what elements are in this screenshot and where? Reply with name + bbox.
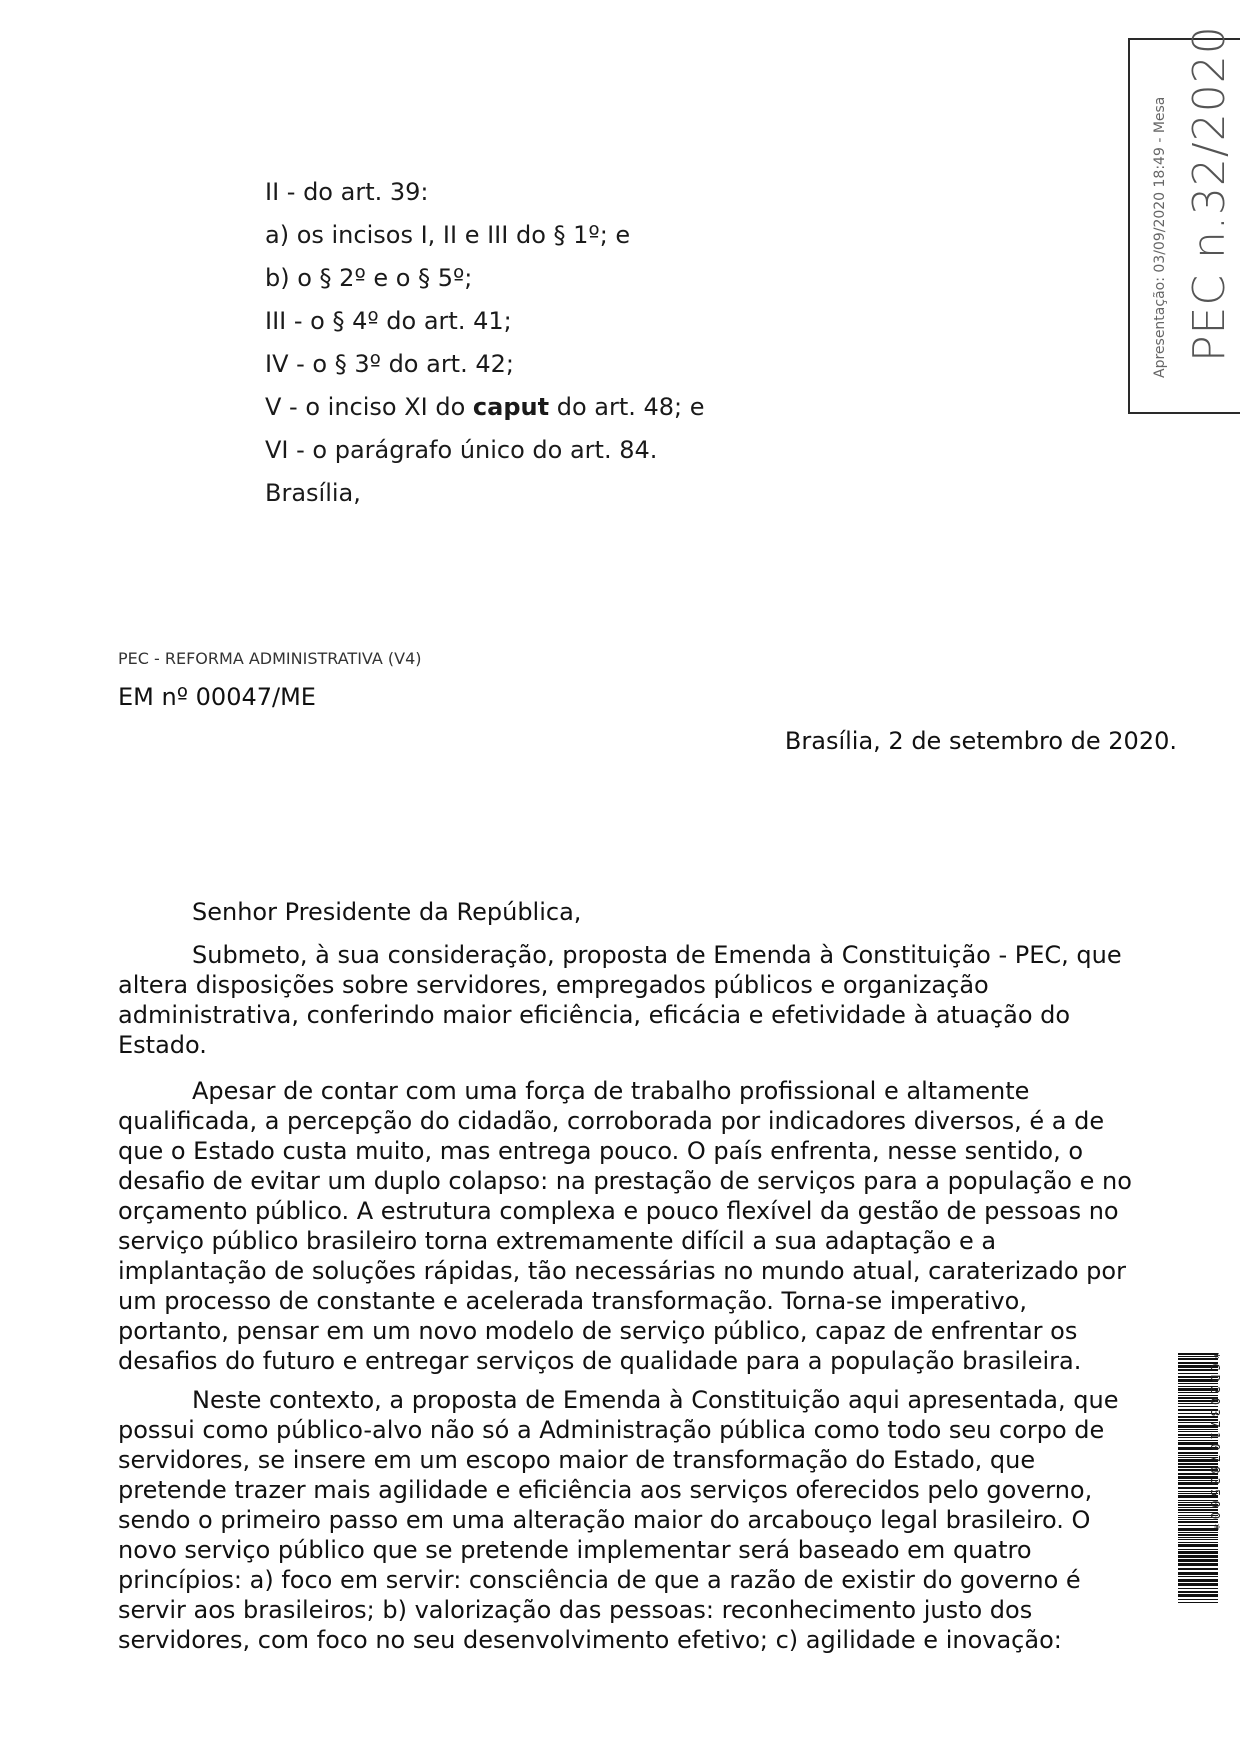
paragraph-line: que o Estado custa muito, mas entrega pouco. O país enfrenta, nesse sentido, o: [118, 1137, 1084, 1165]
paragraph-line: sendo o primeiro passo em uma alteração maior do arcabouço legal brasileiro. O: [118, 1506, 1091, 1534]
list-line-v-bold: caput: [472, 393, 550, 421]
barcode-bar: [1178, 1583, 1218, 1586]
paragraph-line: desafios do futuro e entregar serviços de qualidade para a população brasileira.: [118, 1347, 1082, 1375]
barcode-bar: [1178, 1559, 1218, 1562]
paragraph-line: portanto, pensar em um novo modelo de serviço público, capaz de enfrentar os: [118, 1317, 1078, 1345]
barcode-bar: [1178, 1537, 1218, 1538]
barcode-bar: [1178, 1576, 1218, 1577]
paragraph-line: possui como público-alvo não só a Administração pública como todo seu corpo de: [118, 1416, 1105, 1444]
paragraph-line: pretende trazer mais agilidade e eficiência aos serviços oferecidos pelo governo,: [118, 1476, 1093, 1504]
salutation-text: Senhor Presidente da República,: [192, 898, 582, 926]
list-line-vi: VI - o parágrafo único do art. 84.: [265, 436, 658, 464]
paragraph-line: Estado.: [118, 1031, 207, 1059]
paragraph-line: Submeto, à sua consideração, proposta de Emenda à Constituição - PEC, que: [192, 941, 1122, 969]
barcode-bar: [1178, 1591, 1218, 1593]
barcode-bar: [1178, 1594, 1218, 1597]
document-header: PEC - REFORMA ADMINISTRATIVA (V4): [118, 649, 422, 668]
barcode-text: *CD203710783500*: [1208, 1352, 1222, 1535]
list-line-iv: IV - o § 3º do art. 42;: [265, 350, 514, 378]
barcode-bar: [1178, 1599, 1218, 1600]
paragraph-line: servir aos brasileiros; b) valorização das pessoas: reconhecimento justo dos: [118, 1596, 1033, 1624]
paragraph-line: altera disposições sobre servidores, empregados públicos e organização: [118, 971, 989, 999]
barcode-bar: [1178, 1563, 1218, 1566]
list-line-v-suffix: do art. 48; e: [549, 393, 705, 421]
paragraph-line: princípios: a) foco em servir: consciência de que a razão de existir do governo é: [118, 1566, 1081, 1594]
barcode-bar: [1178, 1549, 1218, 1550]
list-line-a: a) os incisos I, II e III do § 1º; e: [265, 221, 631, 249]
paragraph-line: Apesar de contar com uma força de trabalho profissional e altamente: [192, 1077, 1030, 1105]
barcode-bar: [1178, 1602, 1218, 1603]
document-date: Brasília, 2 de setembro de 2020.: [784, 727, 1177, 755]
presentation-stamp: Apresentação: 03/09/2020 18:49 - Mesa: [1152, 96, 1168, 378]
paragraph-line: qualificada, a percepção do cidadão, corroborada por indicadores diversos, é a de: [118, 1107, 1105, 1135]
paragraph-line: um processo de constante e acelerada transformação. Torna-se imperativo,: [118, 1287, 1027, 1315]
em-reference: EM nº 00047/ME: [118, 683, 316, 711]
paragraph-2: [118, 1076, 1178, 1376]
paragraph-3: [118, 1385, 1178, 1655]
list-line-b: b) o § 2º e o § 5º;: [265, 264, 473, 292]
barcode-bar: [1178, 1555, 1218, 1558]
paragraph-line: orçamento público. A estrutura complexa e pouco flexível da gestão de pessoas no: [118, 1197, 1119, 1225]
barcode-bar: [1178, 1542, 1218, 1543]
paragraph-line: administrativa, conferindo maior eficiência, eficácia e efetividade à atuação do: [118, 1001, 1071, 1029]
list-line-iii: III - o § 4º do art. 41;: [265, 307, 512, 335]
paragraph-line: novo serviço público que se pretende implementar será baseado em quatro: [118, 1536, 1032, 1564]
paragraph-line: serviço público brasileiro torna extremamente difícil a sua adaptação e a: [118, 1227, 997, 1255]
barcode-bar: [1178, 1544, 1218, 1547]
list-closing: Brasília,: [265, 479, 361, 507]
barcode-bar: [1178, 1551, 1218, 1554]
paragraph-line: servidores, se insere em um escopo maior de transformação do Estado, que: [118, 1446, 1036, 1474]
barcode-bar: [1178, 1579, 1218, 1582]
list-line-v-prefix: V - o inciso XI do: [265, 393, 473, 421]
barcode-bar: [1178, 1539, 1218, 1540]
paragraph-line: implantação de soluções rápidas, tão necessárias no mundo atual, caraterizado por: [118, 1257, 1126, 1285]
list-line-ii: II - do art. 39:: [265, 178, 429, 206]
paragraph-line: Neste contexto, a proposta de Emenda à Constituição aqui apresentada, que: [192, 1386, 1119, 1414]
paragraph-line: servidores, com foco no seu desenvolvimento efetivo; c) agilidade e inovação:: [118, 1626, 1062, 1654]
barcode-bar: [1178, 1572, 1218, 1575]
paragraph-line: desafio de evitar um duplo colapso: na prestação de serviços para a população e no: [118, 1167, 1132, 1195]
paragraph-1: [118, 940, 1178, 1060]
barcode-bar: [1178, 1588, 1218, 1589]
list-line-v: [265, 392, 705, 422]
document-number: PEC n.32/2020: [1184, 25, 1235, 362]
salutation: [118, 897, 1178, 927]
barcode-bar: [1178, 1568, 1218, 1570]
